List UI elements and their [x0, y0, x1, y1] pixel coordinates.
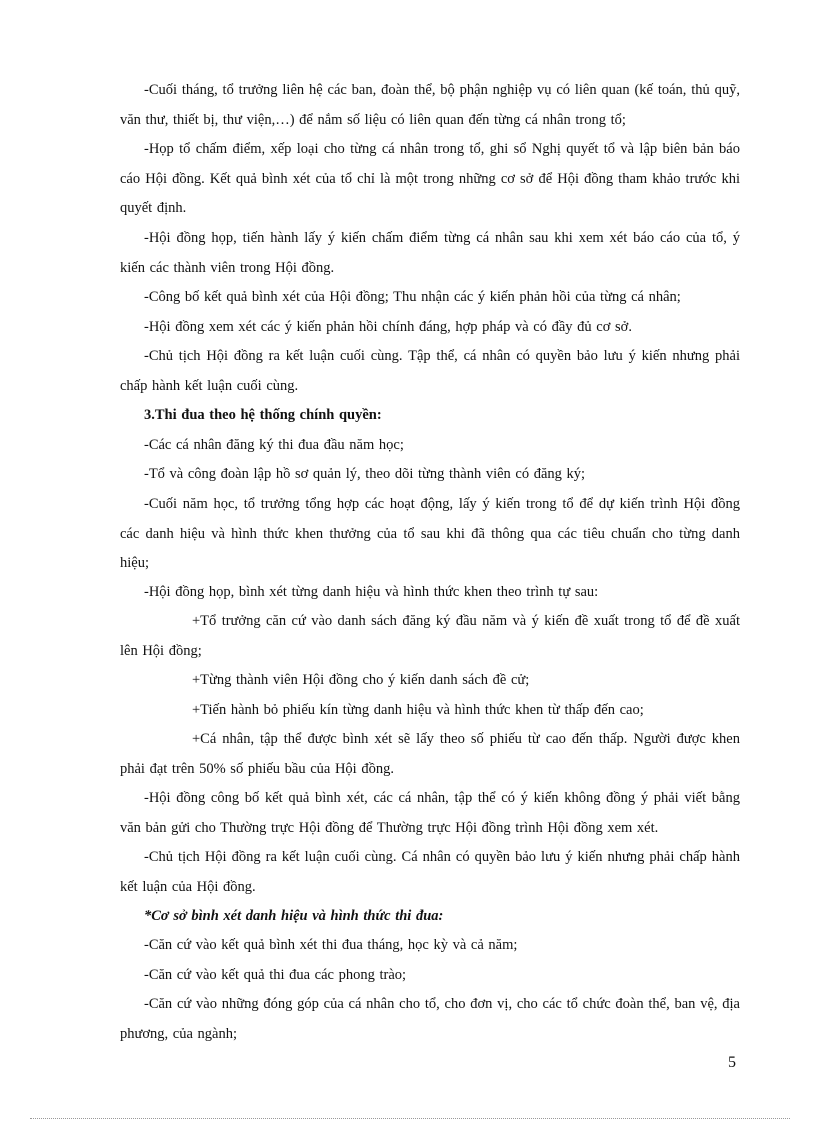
- section-heading-government-system: 3.Thi đua theo hệ thống chính quyền:: [144, 407, 382, 423]
- paragraph-step-proposal: +Tổ trưởng căn cứ vào danh sách đăng ký đầu năm và ý kiến đề xuất trong tổ để đề xuất lên Hội đồng;: [120, 613, 740, 659]
- paragraph-team-scoring: -Họp tổ chấm điểm, xếp loại cho từng cá nhân trong tổ, ghi sổ Nghị quyết tổ và lập biên bản báo cáo Hội đồng. Kết quả bình xét của tổ chỉ là một trong những cơ sở để Hội đồng tham khảo trước khi quyết định.: [120, 141, 740, 216]
- paragraph-review-feedback: -Hội đồng xem xét các ý kiến phản hồi chính đáng, hợp pháp và có đầy đủ cơ sở.: [144, 319, 632, 335]
- paragraph-year-end: -Cuối năm học, tổ trưởng tổng hợp các hoạt động, lấy ý kiến trong tổ để dự kiến trình Hội đồng các danh hiệu và hình thức khen thưởng của tổ sau khi đã thông qua các tiêu chuẩn cho từng danh hiệu;: [120, 496, 740, 571]
- page-bottom-divider: [30, 1118, 790, 1119]
- paragraph-step-opinions: +Từng thành viên Hội đồng cho ý kiến danh sách đề cử;: [192, 672, 530, 688]
- subheading-basis: *Cơ sở bình xét danh hiệu và hình thức thi đua:: [144, 908, 444, 924]
- paragraph-register: -Các cá nhân đăng ký thi đua đầu năm học;: [144, 437, 404, 453]
- paragraph-chairman-conclusion: -Chủ tịch Hội đồng ra kết luận cuối cùng. Tập thể, cá nhân có quyền bảo lưu ý kiến nhưng phải chấp hành kết luận cuối cùng.: [120, 348, 740, 394]
- paragraph-monthly-contact: -Cuối tháng, tổ trưởng liên hệ các ban, đoàn thể, bộ phận nghiệp vụ có liên quan (kế toán, thủ quỹ, văn thư, thiết bị, thư viện,…) để nắm số liệu có liên quan đến từng cá nhân trong tổ;: [120, 82, 740, 128]
- paragraph-council-procedure: -Hội đồng họp, bình xét từng danh hiệu và hình thức khen theo trình tự sau:: [144, 584, 599, 600]
- paragraph-basis-contributions: -Căn cứ vào những đóng góp của cá nhân cho tổ, cho đơn vị, cho các tổ chức đoàn thể, ban vệ, địa phương, của ngành;: [120, 996, 740, 1042]
- page-number: 5: [728, 1054, 736, 1071]
- paragraph-council-meeting: -Hội đồng họp, tiến hành lấy ý kiến chấm điểm từng cá nhân sau khi xem xét báo cáo của tổ, ý kiến các thành viên trong Hội đồng.: [120, 230, 740, 276]
- paragraph-announce-appeal: -Hội đồng công bố kết quả bình xét, các cá nhân, tập thể có ý kiến không đồng ý phải viết bằng văn bản gửi cho Thường trực Hội đồng để Thường trực Hội đồng trình Hội đồng xem xét.: [120, 790, 740, 836]
- paragraph-basis-movements: -Căn cứ vào kết quả thi đua các phong trào;: [144, 967, 407, 983]
- paragraph-records: -Tổ và công đoàn lập hồ sơ quản lý, theo dõi từng thành viên có đăng ký;: [144, 466, 586, 482]
- paragraph-basis-results: -Căn cứ vào kết quả bình xét thi đua tháng, học kỳ và cả năm;: [144, 937, 518, 953]
- paragraph-final-conclusion: -Chủ tịch Hội đồng ra kết luận cuối cùng. Cá nhân có quyền bảo lưu ý kiến nhưng phải chấp hành kết luận của Hội đồng.: [120, 849, 740, 895]
- paragraph-announce-results: -Công bố kết quả bình xét của Hội đồng; Thu nhận các ý kiến phản hồi của từng cá nhân;: [144, 289, 681, 305]
- paragraph-step-secret-ballot: +Tiến hành bỏ phiếu kín từng danh hiệu và hình thức khen từ thấp đến cao;: [192, 702, 644, 718]
- paragraph-step-vote-count: +Cá nhân, tập thể được bình xét sẽ lấy theo số phiếu từ cao đến thấp. Người được khen phải đạt trên 50% số phiếu bầu của Hội đồng.: [120, 731, 740, 777]
